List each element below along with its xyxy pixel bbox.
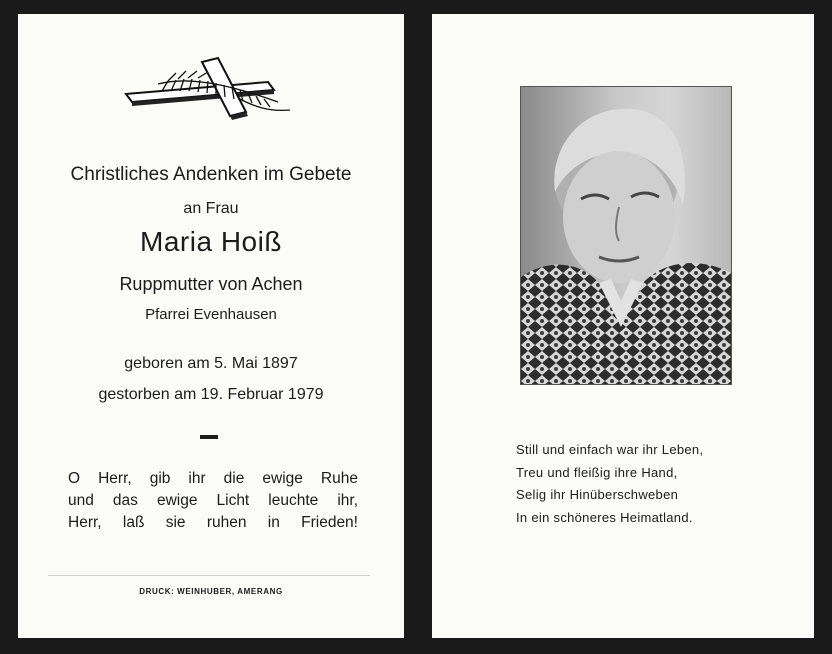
birth-date: geboren am 5. Mai 1897 [124, 355, 298, 372]
prayer-line: Herr, laß sie ruhen in Frieden! [68, 514, 358, 531]
deceased-role: Ruppmutter von Achen [119, 274, 303, 294]
divider-line [48, 575, 370, 576]
prayer-text [68, 468, 358, 534]
printer-credit: DRUCK: WEINHUBER, AMERANG [139, 587, 283, 596]
cross-with-palm-icon [118, 54, 298, 124]
parish: Pfarrei Evenhausen [145, 306, 277, 323]
verse-line: Treu und fleißig ihre Hand, [516, 464, 678, 480]
salutation: an Frau [183, 200, 239, 217]
memorial-card-right [432, 14, 814, 638]
prayer-line: und das ewige Licht leuchte ihr, [68, 492, 358, 509]
verse-line: Still und einfach war ihr Leben, [516, 442, 704, 457]
separator-dash [200, 435, 218, 439]
card-heading: Christliches Andenken im Gebete [70, 164, 352, 185]
memorial-card-left [18, 14, 404, 638]
memorial-verse [516, 439, 703, 529]
verse-line: In ein schöneres Heimatland. [516, 509, 693, 525]
death-date: gestorben am 19. Februar 1979 [98, 386, 324, 403]
verse-line: Selig ihr Hinüberschweben [516, 487, 679, 502]
portrait-illustration [521, 87, 731, 384]
deceased-name: Maria Hoiß [140, 226, 282, 257]
portrait-photo [520, 86, 732, 385]
prayer-line: O Herr, gib ihr die ewige Ruhe [68, 470, 358, 487]
